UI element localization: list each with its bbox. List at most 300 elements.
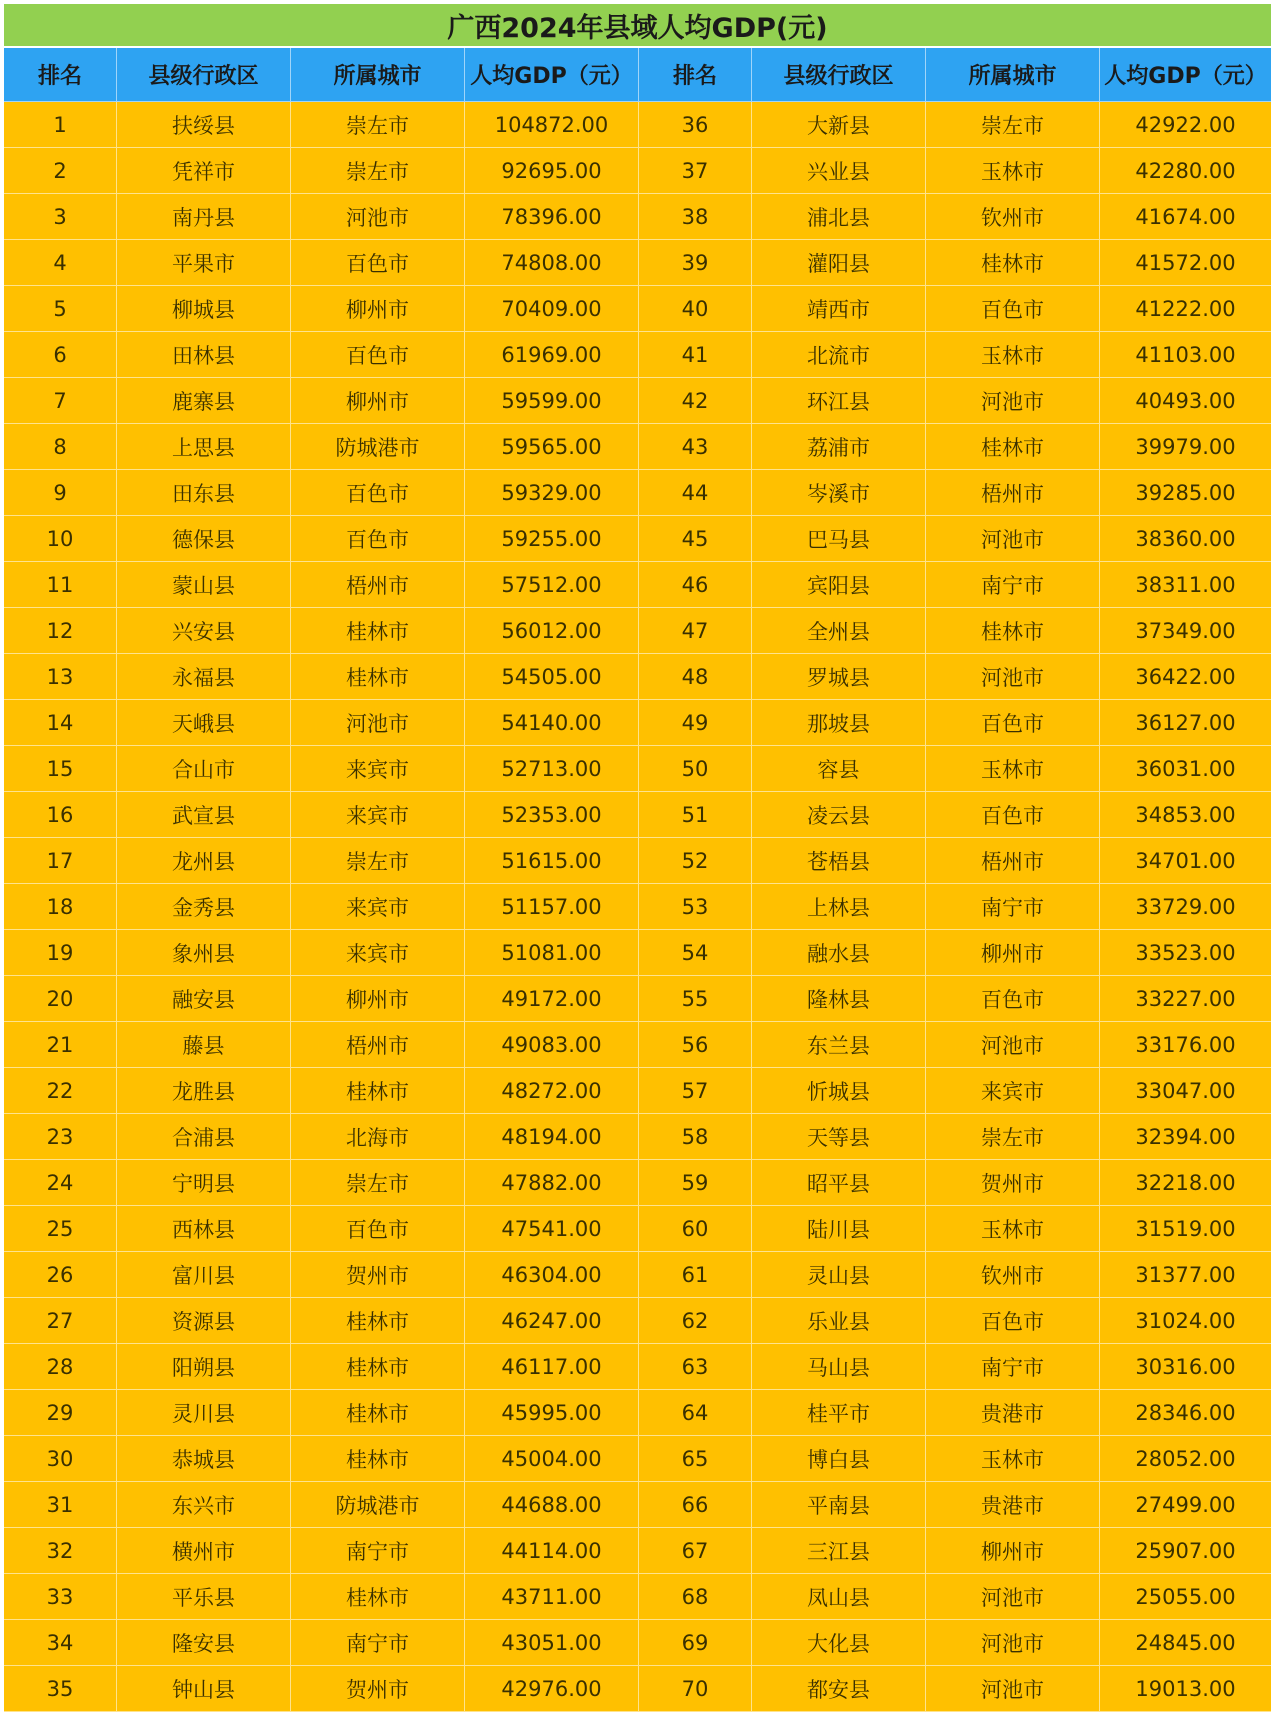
cell-city-left: 河池市 [291, 194, 465, 240]
cell-rank-left: 23 [4, 1114, 117, 1160]
table-row [4, 1068, 1271, 1114]
cell-gdp-left: 59255.00 [465, 516, 639, 562]
cell-rank-left: 12 [4, 608, 117, 654]
cell-rank-left: 20 [4, 976, 117, 1022]
cell-county-right: 陆川县 [752, 1206, 926, 1252]
cell-rank-right: 42 [639, 378, 752, 424]
cell-county-right: 那坡县 [752, 700, 926, 746]
table-row [4, 1252, 1271, 1298]
table-row [4, 1298, 1271, 1344]
cell-county-left: 恭城县 [117, 1436, 291, 1482]
table-row [4, 1528, 1271, 1574]
cell-gdp-left: 45004.00 [465, 1436, 639, 1482]
cell-city-left: 梧州市 [291, 562, 465, 608]
header-gdp-left: 人均GDP（元） [465, 48, 639, 102]
cell-rank-right: 37 [639, 148, 752, 194]
cell-city-right: 南宁市 [926, 1344, 1100, 1390]
cell-city-right: 玉林市 [926, 1206, 1100, 1252]
cell-city-left: 百色市 [291, 240, 465, 286]
table-row [4, 332, 1271, 378]
table-row [4, 1620, 1271, 1666]
cell-county-right: 容县 [752, 746, 926, 792]
cell-rank-left: 16 [4, 792, 117, 838]
cell-gdp-right: 41572.00 [1100, 240, 1271, 286]
table-row [4, 516, 1271, 562]
cell-county-left: 象州县 [117, 930, 291, 976]
cell-rank-left: 27 [4, 1298, 117, 1344]
cell-city-right: 河池市 [926, 378, 1100, 424]
cell-rank-right: 59 [639, 1160, 752, 1206]
cell-rank-right: 52 [639, 838, 752, 884]
cell-city-left: 贺州市 [291, 1252, 465, 1298]
cell-rank-left: 30 [4, 1436, 117, 1482]
cell-rank-right: 50 [639, 746, 752, 792]
cell-city-right: 南宁市 [926, 562, 1100, 608]
cell-county-left: 蒙山县 [117, 562, 291, 608]
cell-gdp-right: 32218.00 [1100, 1160, 1271, 1206]
cell-rank-left: 18 [4, 884, 117, 930]
cell-rank-right: 68 [639, 1574, 752, 1620]
table-row [4, 1160, 1271, 1206]
cell-county-left: 田林县 [117, 332, 291, 378]
cell-rank-left: 7 [4, 378, 117, 424]
cell-county-left: 鹿寨县 [117, 378, 291, 424]
cell-rank-left: 3 [4, 194, 117, 240]
cell-county-right: 宾阳县 [752, 562, 926, 608]
cell-city-left: 南宁市 [291, 1528, 465, 1574]
header-county-right: 县级行政区 [752, 48, 926, 102]
table-row [4, 102, 1271, 148]
cell-gdp-left: 51615.00 [465, 838, 639, 884]
cell-gdp-left: 49083.00 [465, 1022, 639, 1068]
cell-city-left: 贺州市 [291, 1666, 465, 1712]
cell-gdp-left: 47882.00 [465, 1160, 639, 1206]
table-row [4, 194, 1271, 240]
cell-county-left: 柳城县 [117, 286, 291, 332]
cell-county-left: 兴安县 [117, 608, 291, 654]
cell-county-left: 龙州县 [117, 838, 291, 884]
cell-rank-left: 5 [4, 286, 117, 332]
cell-county-right: 兴业县 [752, 148, 926, 194]
cell-rank-right: 36 [639, 102, 752, 148]
cell-gdp-right: 25055.00 [1100, 1574, 1271, 1620]
cell-county-right: 昭平县 [752, 1160, 926, 1206]
table-row [4, 1114, 1271, 1160]
cell-rank-right: 39 [639, 240, 752, 286]
cell-rank-left: 28 [4, 1344, 117, 1390]
cell-city-right: 百色市 [926, 1298, 1100, 1344]
cell-rank-right: 64 [639, 1390, 752, 1436]
table-row [4, 470, 1271, 516]
cell-city-left: 桂林市 [291, 608, 465, 654]
cell-gdp-right: 33176.00 [1100, 1022, 1271, 1068]
cell-gdp-left: 46247.00 [465, 1298, 639, 1344]
cell-rank-left: 15 [4, 746, 117, 792]
cell-city-left: 崇左市 [291, 1160, 465, 1206]
cell-rank-left: 11 [4, 562, 117, 608]
cell-county-left: 上思县 [117, 424, 291, 470]
table-row [4, 148, 1271, 194]
cell-county-right: 全州县 [752, 608, 926, 654]
cell-county-left: 永福县 [117, 654, 291, 700]
cell-gdp-right: 24845.00 [1100, 1620, 1271, 1666]
cell-rank-left: 10 [4, 516, 117, 562]
cell-city-right: 贺州市 [926, 1160, 1100, 1206]
cell-rank-right: 38 [639, 194, 752, 240]
cell-gdp-left: 59599.00 [465, 378, 639, 424]
cell-rank-left: 34 [4, 1620, 117, 1666]
cell-city-right: 百色市 [926, 976, 1100, 1022]
cell-rank-right: 53 [639, 884, 752, 930]
cell-city-right: 桂林市 [926, 240, 1100, 286]
cell-county-right: 三江县 [752, 1528, 926, 1574]
cell-county-left: 合浦县 [117, 1114, 291, 1160]
cell-city-right: 钦州市 [926, 1252, 1100, 1298]
cell-county-right: 靖西市 [752, 286, 926, 332]
cell-city-right: 百色市 [926, 792, 1100, 838]
cell-rank-left: 14 [4, 700, 117, 746]
cell-gdp-left: 49172.00 [465, 976, 639, 1022]
cell-rank-left: 24 [4, 1160, 117, 1206]
cell-city-right: 柳州市 [926, 1528, 1100, 1574]
cell-city-left: 防城港市 [291, 424, 465, 470]
cell-city-right: 河池市 [926, 1022, 1100, 1068]
table-row [4, 700, 1271, 746]
cell-city-right: 梧州市 [926, 470, 1100, 516]
cell-city-left: 柳州市 [291, 286, 465, 332]
cell-gdp-left: 43711.00 [465, 1574, 639, 1620]
table-row [4, 792, 1271, 838]
table-row [4, 1482, 1271, 1528]
cell-county-right: 忻城县 [752, 1068, 926, 1114]
cell-county-right: 荔浦市 [752, 424, 926, 470]
cell-gdp-right: 33047.00 [1100, 1068, 1271, 1114]
cell-gdp-right: 42280.00 [1100, 148, 1271, 194]
cell-city-left: 桂林市 [291, 1344, 465, 1390]
header-gdp-right: 人均GDP（元） [1100, 48, 1271, 102]
cell-gdp-left: 51081.00 [465, 930, 639, 976]
cell-rank-right: 48 [639, 654, 752, 700]
cell-rank-right: 40 [639, 286, 752, 332]
cell-gdp-left: 47541.00 [465, 1206, 639, 1252]
cell-city-right: 崇左市 [926, 1114, 1100, 1160]
cell-county-left: 天峨县 [117, 700, 291, 746]
cell-rank-left: 29 [4, 1390, 117, 1436]
table-row [4, 1206, 1271, 1252]
cell-gdp-right: 27499.00 [1100, 1482, 1271, 1528]
cell-city-left: 百色市 [291, 332, 465, 378]
cell-rank-left: 4 [4, 240, 117, 286]
cell-gdp-left: 52713.00 [465, 746, 639, 792]
cell-gdp-left: 44114.00 [465, 1528, 639, 1574]
cell-city-left: 柳州市 [291, 378, 465, 424]
cell-city-left: 桂林市 [291, 1574, 465, 1620]
table-row [4, 424, 1271, 470]
cell-rank-right: 49 [639, 700, 752, 746]
table-row [4, 1022, 1271, 1068]
cell-gdp-right: 38360.00 [1100, 516, 1271, 562]
header-county-left: 县级行政区 [117, 48, 291, 102]
table-header [4, 48, 1271, 102]
cell-city-left: 河池市 [291, 700, 465, 746]
cell-gdp-left: 104872.00 [465, 102, 639, 148]
cell-county-right: 苍梧县 [752, 838, 926, 884]
cell-city-right: 河池市 [926, 1574, 1100, 1620]
cell-gdp-right: 39979.00 [1100, 424, 1271, 470]
cell-county-right: 灌阳县 [752, 240, 926, 286]
cell-gdp-right: 40493.00 [1100, 378, 1271, 424]
cell-gdp-left: 46117.00 [465, 1344, 639, 1390]
cell-county-left: 富川县 [117, 1252, 291, 1298]
cell-gdp-left: 70409.00 [465, 286, 639, 332]
cell-county-left: 平乐县 [117, 1574, 291, 1620]
cell-city-left: 崇左市 [291, 102, 465, 148]
header-city-left: 所属城市 [291, 48, 465, 102]
cell-county-left: 龙胜县 [117, 1068, 291, 1114]
cell-gdp-right: 37349.00 [1100, 608, 1271, 654]
cell-gdp-right: 31377.00 [1100, 1252, 1271, 1298]
cell-gdp-left: 43051.00 [465, 1620, 639, 1666]
cell-rank-right: 56 [639, 1022, 752, 1068]
cell-rank-right: 45 [639, 516, 752, 562]
cell-city-left: 桂林市 [291, 654, 465, 700]
cell-county-right: 巴马县 [752, 516, 926, 562]
cell-county-right: 岑溪市 [752, 470, 926, 516]
cell-rank-right: 43 [639, 424, 752, 470]
cell-rank-right: 66 [639, 1482, 752, 1528]
cell-county-left: 南丹县 [117, 194, 291, 240]
cell-city-left: 百色市 [291, 1206, 465, 1252]
cell-rank-right: 61 [639, 1252, 752, 1298]
cell-county-right: 浦北县 [752, 194, 926, 240]
cell-city-left: 来宾市 [291, 746, 465, 792]
cell-rank-right: 60 [639, 1206, 752, 1252]
cell-rank-left: 17 [4, 838, 117, 884]
cell-county-right: 桂平市 [752, 1390, 926, 1436]
cell-county-left: 田东县 [117, 470, 291, 516]
cell-county-left: 凭祥市 [117, 148, 291, 194]
cell-county-left: 西林县 [117, 1206, 291, 1252]
cell-gdp-left: 59329.00 [465, 470, 639, 516]
cell-gdp-right: 33227.00 [1100, 976, 1271, 1022]
cell-city-left: 百色市 [291, 470, 465, 516]
cell-county-right: 北流市 [752, 332, 926, 378]
cell-gdp-left: 42976.00 [465, 1666, 639, 1712]
cell-rank-right: 70 [639, 1666, 752, 1712]
cell-rank-right: 67 [639, 1528, 752, 1574]
cell-rank-right: 69 [639, 1620, 752, 1666]
table-row [4, 286, 1271, 332]
cell-gdp-right: 38311.00 [1100, 562, 1271, 608]
cell-city-left: 来宾市 [291, 930, 465, 976]
cell-gdp-left: 52353.00 [465, 792, 639, 838]
cell-city-right: 桂林市 [926, 424, 1100, 470]
cell-city-left: 防城港市 [291, 1482, 465, 1528]
cell-city-right: 玉林市 [926, 332, 1100, 378]
cell-city-right: 钦州市 [926, 194, 1100, 240]
cell-rank-left: 33 [4, 1574, 117, 1620]
cell-rank-left: 21 [4, 1022, 117, 1068]
cell-gdp-left: 54505.00 [465, 654, 639, 700]
cell-rank-right: 41 [639, 332, 752, 378]
cell-rank-right: 54 [639, 930, 752, 976]
cell-gdp-right: 36127.00 [1100, 700, 1271, 746]
cell-gdp-right: 19013.00 [1100, 1666, 1271, 1712]
table-row [4, 240, 1271, 286]
table-row [4, 1666, 1271, 1712]
cell-county-left: 宁明县 [117, 1160, 291, 1206]
cell-rank-right: 46 [639, 562, 752, 608]
cell-county-right: 都安县 [752, 1666, 926, 1712]
cell-city-right: 来宾市 [926, 1068, 1100, 1114]
cell-gdp-right: 36031.00 [1100, 746, 1271, 792]
cell-city-right: 河池市 [926, 516, 1100, 562]
cell-gdp-left: 61969.00 [465, 332, 639, 378]
cell-city-right: 百色市 [926, 286, 1100, 332]
table-row [4, 976, 1271, 1022]
cell-county-right: 环江县 [752, 378, 926, 424]
table-row [4, 884, 1271, 930]
cell-city-left: 桂林市 [291, 1436, 465, 1482]
cell-rank-left: 9 [4, 470, 117, 516]
cell-rank-left: 6 [4, 332, 117, 378]
cell-county-right: 马山县 [752, 1344, 926, 1390]
cell-city-right: 梧州市 [926, 838, 1100, 884]
cell-county-left: 钟山县 [117, 1666, 291, 1712]
cell-gdp-left: 78396.00 [465, 194, 639, 240]
cell-county-left: 德保县 [117, 516, 291, 562]
cell-city-left: 百色市 [291, 516, 465, 562]
table-row [4, 1344, 1271, 1390]
cell-city-left: 南宁市 [291, 1620, 465, 1666]
cell-gdp-left: 74808.00 [465, 240, 639, 286]
cell-gdp-right: 28346.00 [1100, 1390, 1271, 1436]
cell-city-left: 来宾市 [291, 792, 465, 838]
cell-city-left: 桂林市 [291, 1068, 465, 1114]
cell-gdp-right: 34701.00 [1100, 838, 1271, 884]
cell-county-right: 大化县 [752, 1620, 926, 1666]
cell-county-left: 合山市 [117, 746, 291, 792]
cell-gdp-right: 32394.00 [1100, 1114, 1271, 1160]
cell-rank-right: 44 [639, 470, 752, 516]
cell-city-left: 柳州市 [291, 976, 465, 1022]
table-row [4, 654, 1271, 700]
table-row [4, 838, 1271, 884]
cell-city-right: 南宁市 [926, 884, 1100, 930]
cell-city-left: 桂林市 [291, 1298, 465, 1344]
cell-city-right: 崇左市 [926, 102, 1100, 148]
cell-county-right: 乐业县 [752, 1298, 926, 1344]
cell-county-left: 融安县 [117, 976, 291, 1022]
table-row [4, 562, 1271, 608]
cell-gdp-right: 30316.00 [1100, 1344, 1271, 1390]
cell-gdp-left: 48194.00 [465, 1114, 639, 1160]
cell-gdp-right: 28052.00 [1100, 1436, 1271, 1482]
cell-city-left: 崇左市 [291, 838, 465, 884]
cell-county-right: 灵山县 [752, 1252, 926, 1298]
cell-city-left: 北海市 [291, 1114, 465, 1160]
cell-county-right: 东兰县 [752, 1022, 926, 1068]
header-rank-left: 排名 [4, 48, 117, 102]
cell-gdp-left: 59565.00 [465, 424, 639, 470]
cell-county-left: 资源县 [117, 1298, 291, 1344]
gdp-table [4, 4, 1271, 1730]
cell-gdp-left: 51157.00 [465, 884, 639, 930]
cell-gdp-right: 33729.00 [1100, 884, 1271, 930]
cell-county-left: 隆安县 [117, 1620, 291, 1666]
cell-rank-left: 8 [4, 424, 117, 470]
cell-rank-left: 2 [4, 148, 117, 194]
cell-gdp-right: 36422.00 [1100, 654, 1271, 700]
cell-city-right: 河池市 [926, 654, 1100, 700]
cell-city-left: 来宾市 [291, 884, 465, 930]
table-row [4, 930, 1271, 976]
cell-city-right: 柳州市 [926, 930, 1100, 976]
cell-county-right: 大新县 [752, 102, 926, 148]
cell-county-left: 灵川县 [117, 1390, 291, 1436]
cell-gdp-left: 44688.00 [465, 1482, 639, 1528]
cell-county-right: 博白县 [752, 1436, 926, 1482]
cell-county-right: 凌云县 [752, 792, 926, 838]
table-title: 广西2024年县域人均GDP(元) [4, 4, 1271, 48]
cell-county-left: 阳朔县 [117, 1344, 291, 1390]
cell-gdp-right: 33523.00 [1100, 930, 1271, 976]
cell-city-left: 崇左市 [291, 148, 465, 194]
table-row [4, 608, 1271, 654]
cell-rank-left: 13 [4, 654, 117, 700]
cell-city-right: 玉林市 [926, 746, 1100, 792]
cell-gdp-left: 45995.00 [465, 1390, 639, 1436]
cell-county-right: 凤山县 [752, 1574, 926, 1620]
cell-gdp-right: 25907.00 [1100, 1528, 1271, 1574]
cell-county-right: 天等县 [752, 1114, 926, 1160]
cell-gdp-left: 56012.00 [465, 608, 639, 654]
cell-gdp-left: 92695.00 [465, 148, 639, 194]
cell-county-left: 扶绥县 [117, 102, 291, 148]
table-row [4, 746, 1271, 792]
header-city-right: 所属城市 [926, 48, 1100, 102]
cell-gdp-right: 31519.00 [1100, 1206, 1271, 1252]
cell-city-left: 桂林市 [291, 1390, 465, 1436]
cell-rank-left: 19 [4, 930, 117, 976]
cell-county-left: 东兴市 [117, 1482, 291, 1528]
cell-county-left: 金秀县 [117, 884, 291, 930]
cell-rank-left: 22 [4, 1068, 117, 1114]
table-row [4, 1390, 1271, 1436]
cell-county-left: 藤县 [117, 1022, 291, 1068]
cell-rank-left: 26 [4, 1252, 117, 1298]
cell-city-right: 百色市 [926, 700, 1100, 746]
cell-gdp-left: 46304.00 [465, 1252, 639, 1298]
cell-gdp-right: 41103.00 [1100, 332, 1271, 378]
cell-rank-left: 32 [4, 1528, 117, 1574]
cell-gdp-right: 39285.00 [1100, 470, 1271, 516]
header-rank-right: 排名 [639, 48, 752, 102]
cell-county-right: 平南县 [752, 1482, 926, 1528]
cell-city-right: 河池市 [926, 1620, 1100, 1666]
cell-rank-right: 47 [639, 608, 752, 654]
cell-gdp-left: 54140.00 [465, 700, 639, 746]
cell-county-right: 罗城县 [752, 654, 926, 700]
table-row [4, 378, 1271, 424]
cell-rank-right: 55 [639, 976, 752, 1022]
cell-county-left: 武宣县 [117, 792, 291, 838]
cell-city-right: 河池市 [926, 1666, 1100, 1712]
cell-city-left: 梧州市 [291, 1022, 465, 1068]
cell-county-right: 隆林县 [752, 976, 926, 1022]
cell-city-right: 玉林市 [926, 148, 1100, 194]
cell-gdp-right: 31024.00 [1100, 1298, 1271, 1344]
